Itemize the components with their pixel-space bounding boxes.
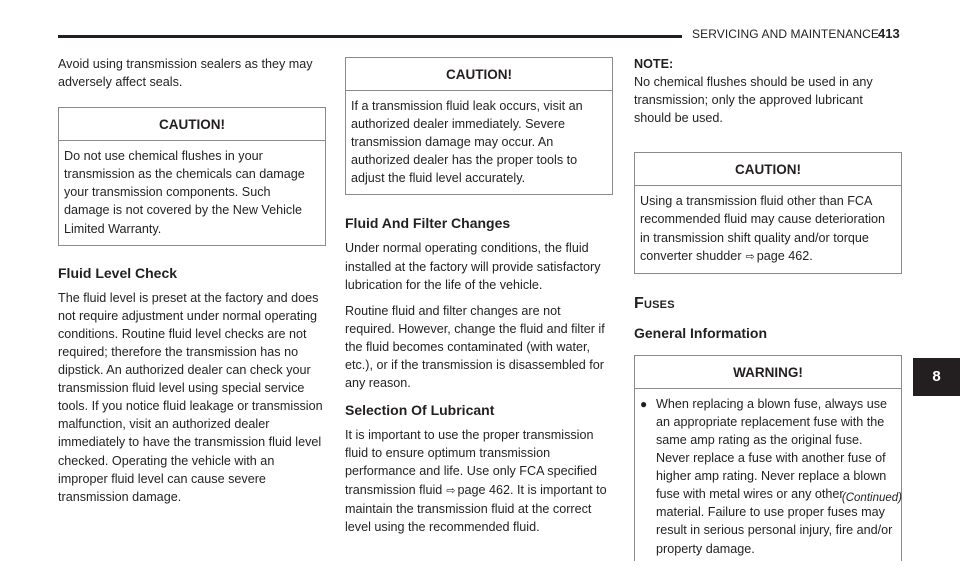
note-label: NOTE: — [634, 57, 674, 71]
fuses-heading: Fuses — [634, 294, 675, 312]
warning-bullet-item — [640, 395, 895, 558]
caution-text: Do not use chemical flushes in your transmission as the chemicals can damage your transmission components. Such damage is not covered by the New Vehicle Limited Warranty. — [64, 149, 305, 236]
lubricant-heading: Selection Of Lubricant — [345, 402, 495, 419]
caution-text — [635, 186, 901, 272]
caution-box-fluid-leak — [345, 57, 613, 195]
lubricant-text — [345, 426, 613, 536]
warning-heading: WARNING! — [635, 356, 901, 389]
warning-box-fuse — [634, 355, 902, 561]
page-reference-link[interactable]: page 462 — [457, 482, 511, 497]
caution-heading: CAUTION! — [635, 153, 901, 186]
page-reference-link[interactable]: page 462 — [756, 248, 810, 263]
note-text: No chemical flushes should be used in any transmission; only the approved lubricant should be used. — [634, 75, 873, 126]
column-left — [58, 55, 326, 506]
fluid-filter-heading: Fluid And Filter Changes — [345, 215, 511, 232]
caution-heading: CAUTION! — [346, 58, 612, 91]
warning-body — [635, 389, 901, 561]
caution-text-before: Using a transmission fluid other than FCA recommended fluid may cause deterioration in transmission shift quality and/or torque converter shudder — [640, 194, 886, 263]
caution-box-fluid-type — [634, 152, 902, 273]
fluid-level-text: The fluid level is preset at the factory and does not require adjustment under normal operating conditions. Routine fluid level checks are not required; therefore the transmission has no dipstick. An authorized dealer can check your transmission fluid level using special service tools. If you notice fluid leakage or transmission malfunction, visit an authorized dealer immediately to have the transmission fluid level checked. Operating the vehicle with an improper fluid level can cause severe transmission damage. — [58, 290, 323, 504]
chapter-tab: 8 — [913, 358, 960, 396]
fluid-filter-paragraph-1: Under normal operating conditions, the fluid installed at the factory will provide satisfactory lubrication for the life of the vehicle. — [345, 241, 601, 292]
page-number: 413 — [878, 26, 900, 41]
page-reference-arrow-icon: ⇨ — [745, 250, 755, 263]
column-right — [634, 55, 902, 561]
fluid-level-heading: Fluid Level Check — [58, 264, 178, 281]
caution-text: If a transmission fluid leak occurs, visit an authorized dealer immediately. Severe transmission damage may occur. An authorized dealer has the proper tools to adjust the fluid level accurately. — [351, 99, 583, 186]
caution-heading: CAUTION! — [59, 108, 325, 141]
warning-text: When replacing a blown fuse, always use an appropriate replacement fuse with the same amp rating as the original fuse. Never replace a fuse with another fuse of higher amp rating. Never replace a blown fuse with metal wires or any other material. Failure to use proper fuses may result in serious personal injury, fire and/or property damage. — [656, 396, 893, 556]
column-middle — [345, 57, 613, 536]
caution-box-chemical-flush — [58, 107, 326, 245]
lubricant-text-before: It is important to use the proper transmission fluid to ensure optimum transmission performance and life. Use only FCA specified transmission fluid — [345, 428, 597, 497]
continued-label: (Continued) — [841, 492, 902, 504]
section-title: SERVICING AND MAINTENANCE — [692, 27, 879, 41]
general-information-heading: General Information — [634, 324, 768, 341]
caution-text-after: . — [809, 248, 813, 263]
intro-text: Avoid using transmission sealers as they may adversely affect seals. — [58, 57, 313, 90]
header-rule — [58, 35, 682, 38]
fluid-filter-paragraph-2: Routine fluid and filter changes are not required. However, change the fluid and filter if the fluid becomes contaminated (with water, etc.), or if the transmission is disassembled for any reason. — [345, 303, 605, 391]
page-reference-arrow-icon: ⇨ — [446, 484, 456, 497]
lubricant-text-after: . It is important to maintain the transmission fluid at the correct level using the recommended fluid. — [345, 482, 607, 534]
bullet-icon: ● — [640, 396, 648, 411]
